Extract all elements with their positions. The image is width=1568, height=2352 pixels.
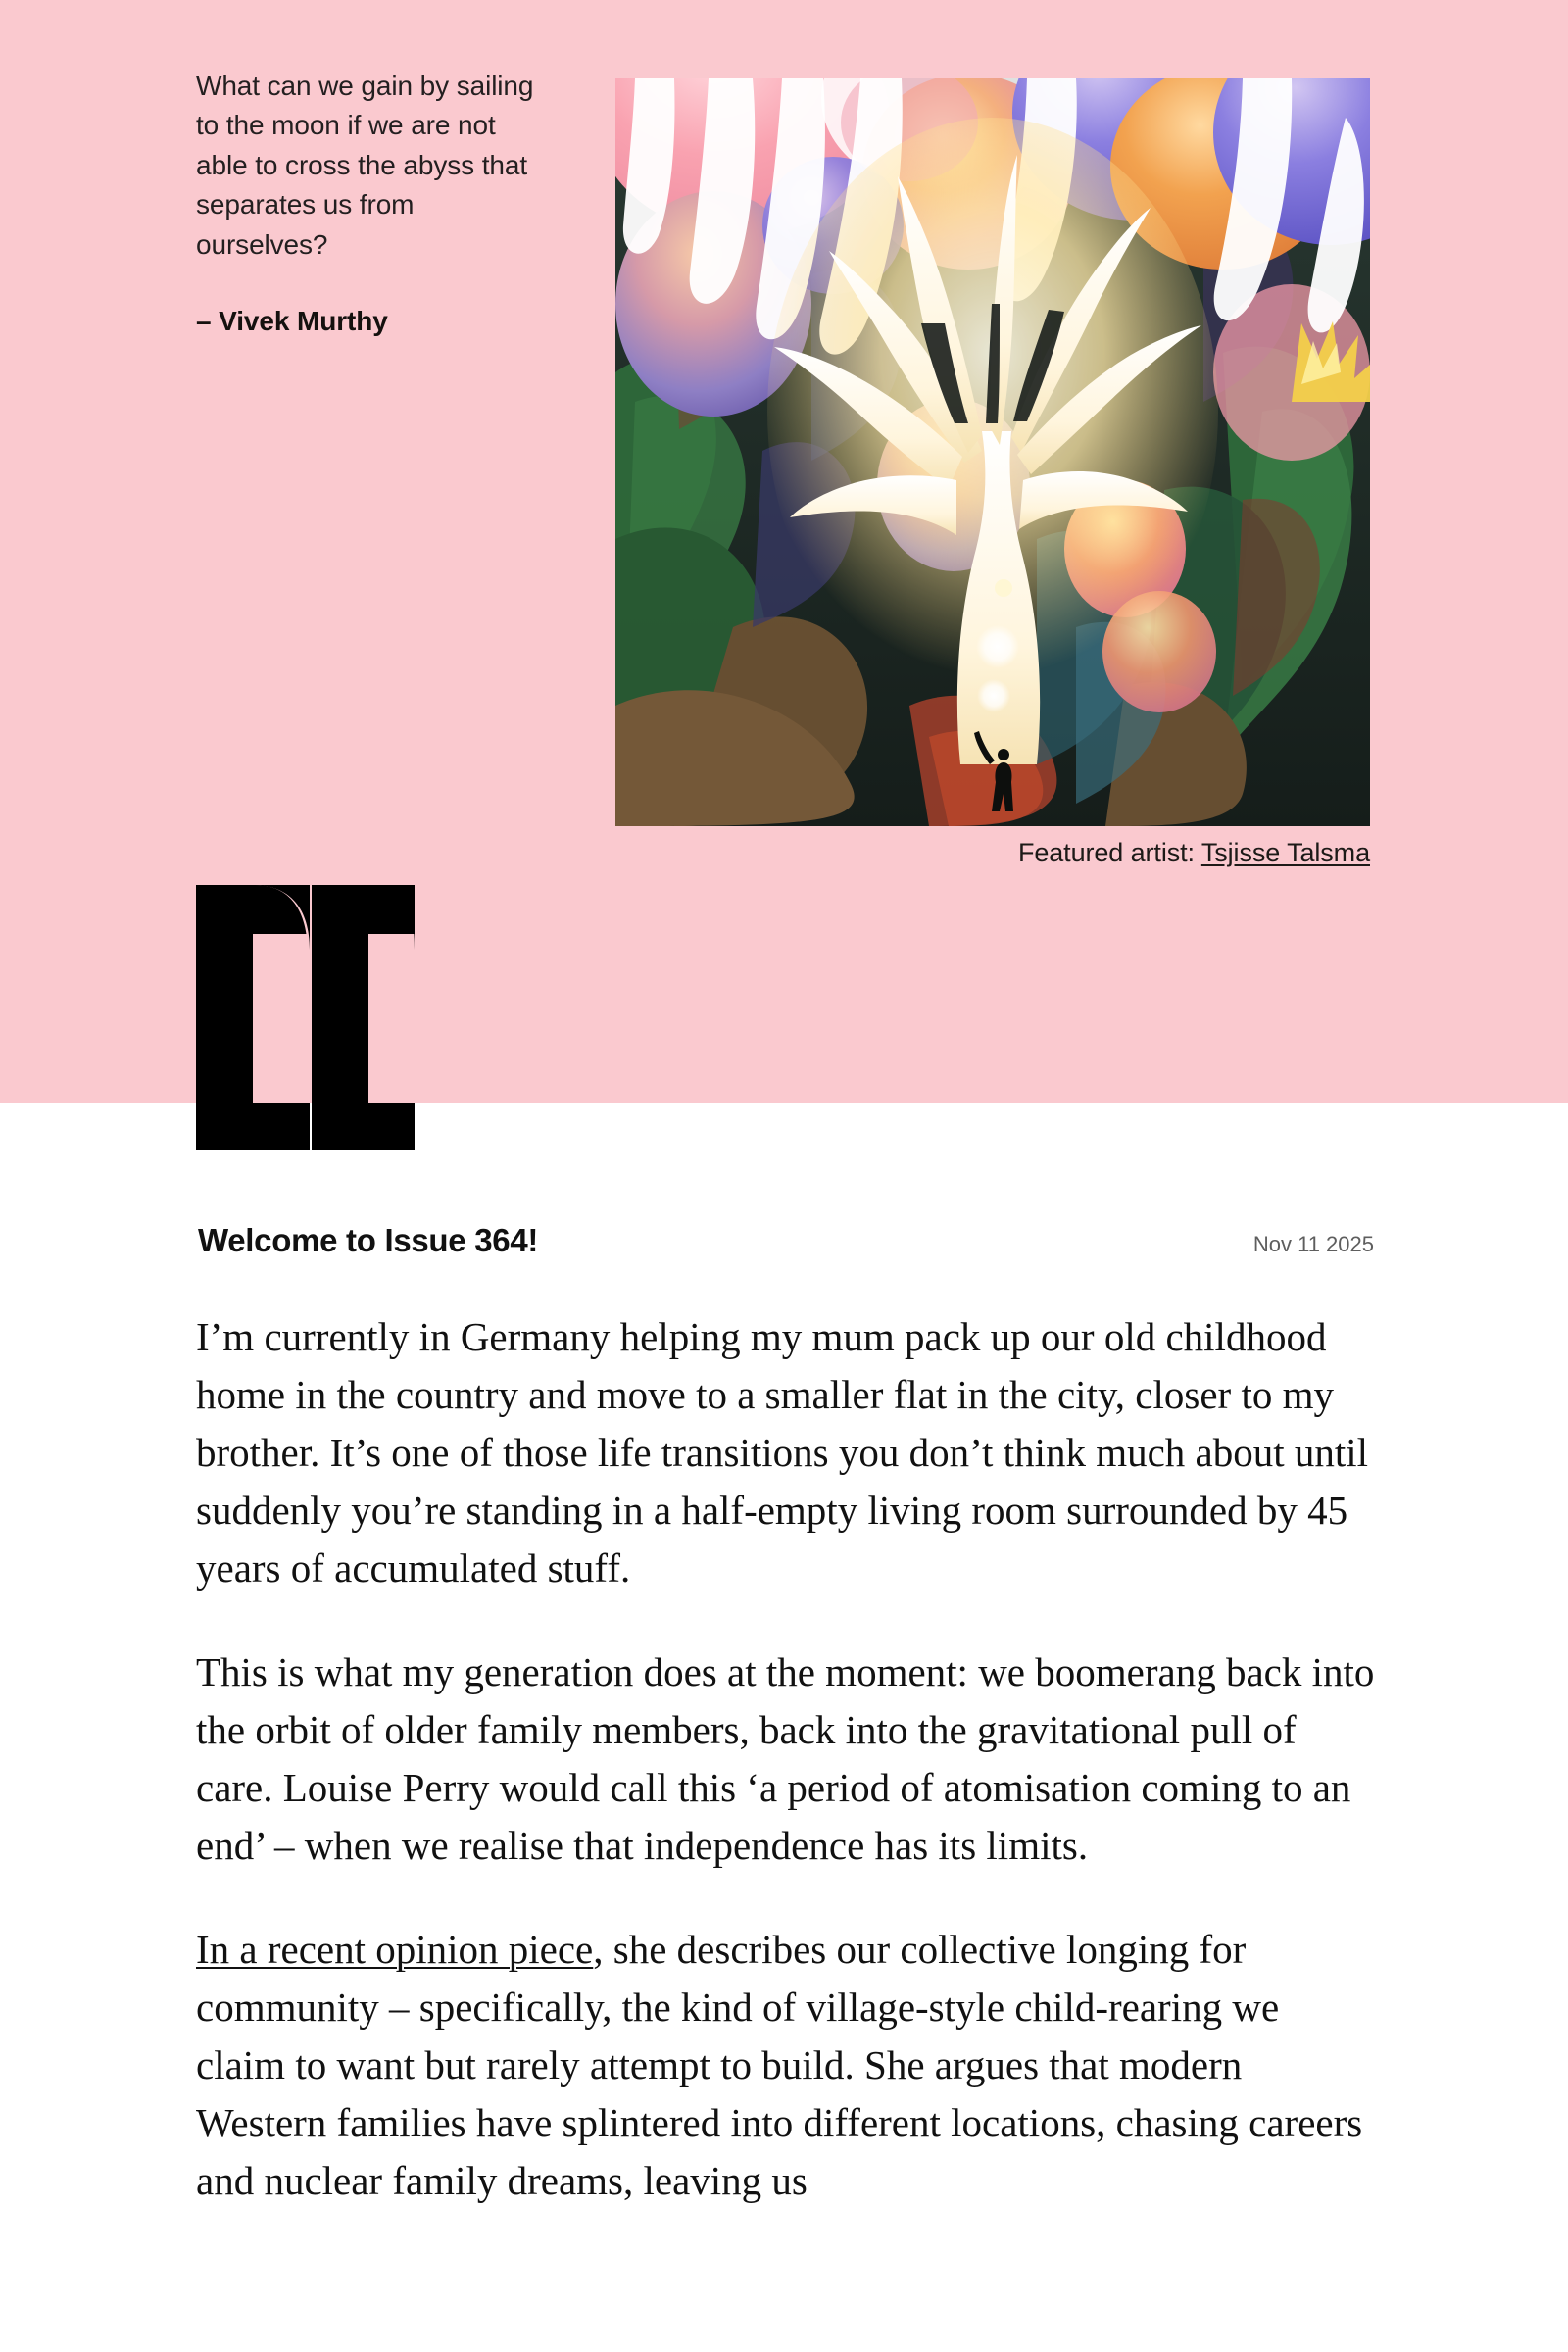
paragraph: This is what my generation does at the moment: we boomerang back into the orbit of older family members, back into the gravitational pull of care. Louise Perry would call this ‘a period of atomisation coming to an end’ – when we realise that independence has its limits. (196, 1649, 1375, 1869)
site-logo[interactable] (196, 885, 415, 1150)
quote-attribution: – Vivek Murthy (196, 306, 388, 337)
page-title: Welcome to Issue 364! (198, 1222, 539, 1258)
featured-artwork (615, 78, 1370, 826)
artist-caption-prefix: Featured artist: (1017, 838, 1195, 867)
paragraph: I’m currently in Germany helping my mum pack up our old childhood home in the country and move to a smaller flat in the city, closer to my brother. It’s one of those life transitions you don’t think much about until suddenly you’re standing in a half-empty living room surrounded by 45 years of accumulated stuff. (196, 1314, 1369, 1592)
quote-text: What can we gain by sailing to the moon if we are not able to cross the abyss that separates us from ourselves? (196, 71, 534, 260)
dense-discovery-logomark (196, 885, 415, 1150)
hero-banner (0, 0, 1568, 1102)
artist-link[interactable]: Tsjisse Talsma (1200, 838, 1370, 867)
issue-date: Nov 11 2025 (1252, 1232, 1374, 1256)
opinion-piece-link[interactable]: In a recent opinion piece (196, 1927, 594, 1973)
paragraph-rest: , she describes our collective longing for community – specifically, the kind of village-style child-rearing we claim to want but rarely attempt to build. She argues that modern Western families have splintered into different locations, chasing careers and nuclear family dreams, leaving us (196, 1927, 1363, 2204)
paragraph-with-link (196, 1921, 1377, 2210)
article-header (198, 1222, 1374, 1259)
article-body (196, 1308, 1377, 2256)
artist-caption (615, 838, 1370, 868)
quote-block (196, 67, 534, 342)
artwork-illustration (615, 78, 1370, 826)
